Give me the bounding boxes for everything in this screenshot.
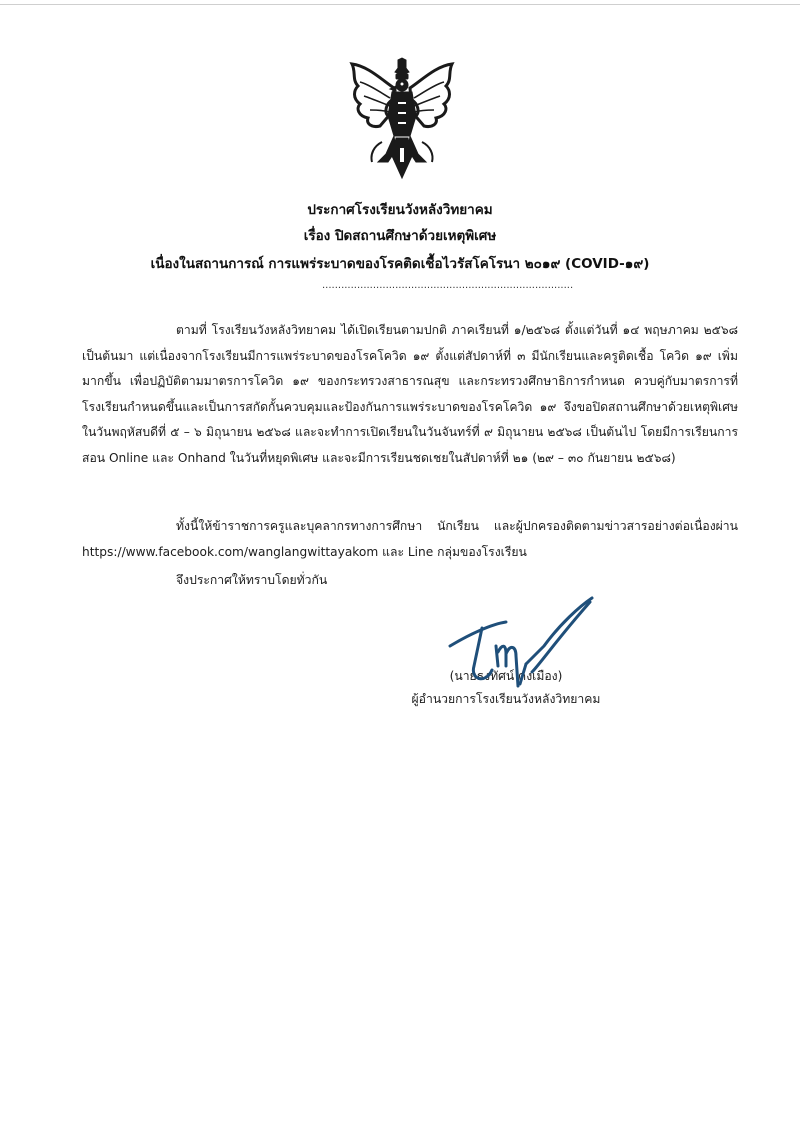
body-paragraph-1: ตามที่ โรงเรียนวังหลังวิทยาคม ได้เปิดเรียนตามปกติ ภาคเรียนที่ ๑/๒๕๖๘ ตั้งแต่วันที่ ๑๔ พฤษภาคม ๒๕๖๘ เป็นต้นมา แต่เนื่องจากโรงเรียนมีการแพร่ระบาดของโรคโควิด ๑๙ ตั้งแต่สัปดาห์ที่ ๓ มีนักเรียนและครูติดเชื้อ โควิด ๑๙ เพิ่มมากขึ้น เพื่อปฏิบัติตามมาตรการโควิด ๑๙ ของกระทรวงสาธารณสุข และกระทรวงศึกษาธิการกำหนด ควบคู่กับมาตรการที่โรงเรียนกำหนดขึ้นและเป็นการสกัดกั้นควบคุมและป้องกันการแพร่ระบาดของโรคโควิด ๑๙ จึงขอปิดสถานศึกษาด้วยเหตุพิเศษ ในวันพฤหัสบดีที่ ๕ – ๖ มิถุนายน ๒๕๖๘ และจะทำการเปิดเรียนในวันจันทร์ที่ ๙ มิถุนายน ๒๕๖๘ เป็นต้นไป โดยมีการเรียนการสอน Online และ Onhand ในวันที่หยุดพิเศษ และจะมีการเรียนชดเชยในสัปดาห์ที่ ๒๑ (๒๙ – ๓๐ กันยายน ๒๕๖๘) xyxy=(82,323,738,465)
announcement-subject: เรื่อง ปิดสถานศึกษาด้วยเหตุพิเศษ xyxy=(303,228,497,244)
body-paragraph-3: จึงประกาศให้ทราบโดยทั่วกัน xyxy=(176,573,328,587)
body-paragraph-2: ทั้งนี้ให้ข้าราชการครูและบุคลากรทางการศึกษา นักเรียน และผู้ปกครองติดตามข่าวสารอย่างต่อเนื่องผ่าน https://www.facebook.com/wanglangwittayakom และ Line กลุ่มของโรงเรียน xyxy=(82,519,738,559)
signatory-title: ผู้อำนวยการโรงเรียนวังหลังวิทยาคม xyxy=(411,692,601,706)
handwritten-signature xyxy=(440,594,600,704)
announcement-subtitle: เนื่องในสถานการณ์ การแพร่ระบาดของโรคติดเชื้อไวรัสโคโรนา ๒๐๑๙ (COVID-๑๙) xyxy=(150,256,650,272)
dotted-divider: ............................................................................... xyxy=(322,280,574,291)
announcement-title: ประกาศโรงเรียนวังหลังวิทยาคม xyxy=(307,202,493,218)
signatory-name: (นายธงทัศน์ คงเมือง) xyxy=(449,669,563,683)
garuda-emblem-icon xyxy=(346,58,458,180)
